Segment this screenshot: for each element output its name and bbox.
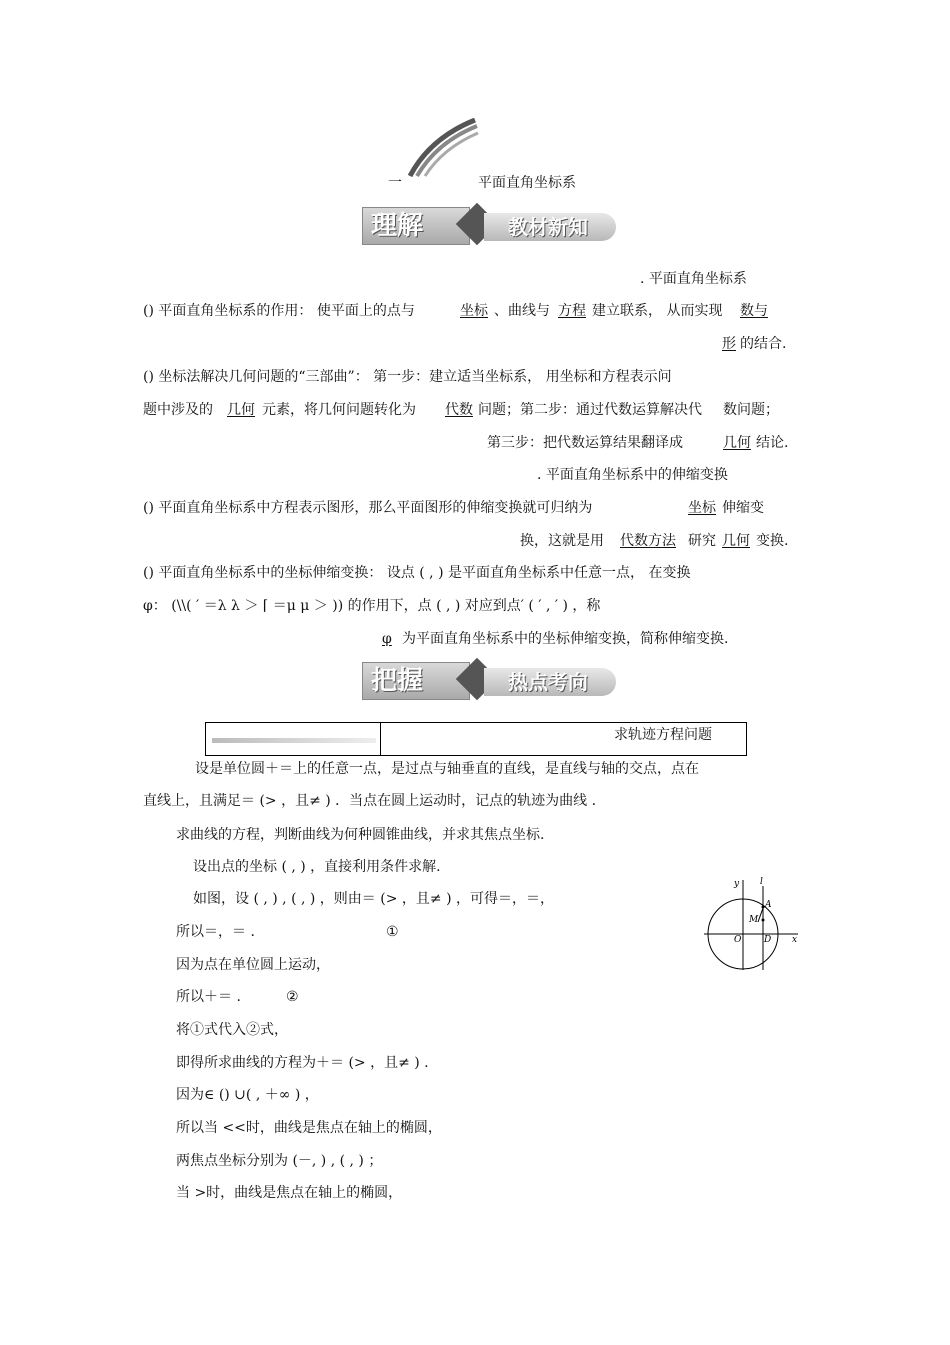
answer-number: 数与 [740,303,768,319]
solution-line: 所以＝，＝ . [176,924,255,940]
answer-algebra: 代数 [445,402,473,418]
equation-marker-1: ① [386,924,399,940]
heading-scaling: . 平面直角坐标系中的伸缩变换 [537,467,728,483]
heading-coordinate-system: . 平面直角坐标系 [640,271,747,287]
unit-circle-figure [700,872,805,972]
para-text: 的结合. [740,336,787,352]
figure-label-y: y [734,879,740,889]
answer-geometry-3: 几何 [722,533,750,549]
banner-understand-big: 理解 [362,207,470,245]
para-text: 第三步：把代数运算结果翻译成 [487,435,683,451]
para-scaling: () 平面直角坐标系中方程表示图形，那么平面图形的伸缩变换就可归纳为 [143,500,593,516]
para-text: 、曲线与 [494,303,550,319]
solution-line: 将①式代入②式， [176,1022,288,1038]
solution-line: 当 >时，曲线是焦点在轴上的椭圆， [176,1185,403,1201]
solution-line: 所以＋＝ . [176,989,241,1005]
para-text: 伸缩变 [722,500,764,516]
solution-line: 因为点在单位圆上运动， [176,957,330,973]
para-text: 元素，将几何问题转化为 [262,402,416,418]
banner-master-big: 把握 [362,662,470,700]
topic-box-title: 求轨迹方程问题 [614,727,712,743]
para-text: 换，这就是用 [520,533,604,549]
solution-line: 即得所求曲线的方程为＋＝ (> ，且≠ ) . [176,1055,429,1071]
topic-box-bar [212,738,376,743]
para-text: 建立联系， 从而实现 [592,303,723,319]
answer-geometry: 几何 [227,402,255,418]
equation-marker-2: ② [286,989,299,1005]
para-text: 为平面直角坐标系中的坐标伸缩变换，简称伸缩变换. [402,631,729,647]
figure-label-a: A [765,900,772,910]
solution-line: 两焦点坐标分别为 (－, ) , ( , ) ； [176,1153,383,1169]
answer-geometry-2: 几何 [723,435,751,451]
problem-line: 设是单位圆＋＝上的任意一点，是过点与轴垂直的直线，是直线与轴的交点，点在 [195,761,699,777]
para-text: 变换. [756,533,789,549]
formula-transform: φ： (\\( ′ ＝λ λ ＞ ⌈ ＝μ μ ＞ )) 的作用下，点 ( , ) 对应到点′ ( ′ , ′ ) ，称 [143,598,601,614]
para-transform: () 平面直角坐标系中的坐标伸缩变换： 设点 ( , ) 是平面直角坐标系中任意一点， 在变换 [143,565,691,581]
answer-shape: 形 [722,336,736,352]
header-swoosh-icon [405,118,480,180]
banner-understand-small: 教材新知 [484,213,616,241]
solution-line: 所以当 <<时，曲线是焦点在轴上的椭圆， [176,1120,442,1136]
answer-phi: φ [382,631,392,647]
hint-line: 设出点的坐标 ( , ) ，直接利用条件求解. [193,859,441,875]
problem-question: 求曲线的方程，判断曲线为何种圆锥曲线，并求其焦点坐标. [176,827,545,843]
problem-line: 直线上，且满足＝ (> ，且≠ ) ．当点在圆上运动时，记点的轨迹为曲线 . [143,793,597,809]
answer-equation: 方程 [558,303,586,319]
para-text: 研究 [688,533,716,549]
solution-line: 因为∈ () ∪( , ＋∞ ) ， [176,1087,319,1103]
figure-label-d: D [764,935,772,945]
figure-label-o: O [734,935,742,945]
para-text: 题中涉及的 [143,402,213,418]
para-role: () 平面直角坐标系的作用： 使平面上的点与 [143,303,415,319]
para-text: 问题；第二步：通过代数运算解决代 [478,402,702,418]
figure-label-m: M [749,915,759,925]
banner-master-small: 热点考向 [484,668,616,696]
figure-label-l: l [760,877,763,887]
figure-label-x: x [792,935,798,945]
topic-box [205,722,747,756]
solution-line: 如图，设 ( , ) , ( , ) ，则由＝ (> ，且≠ ) ，可得＝，＝， [193,891,554,907]
topic-box-left [206,723,381,755]
answer-algebraic-method: 代数方法 [620,533,676,549]
section-title: 平面直角坐标系 [478,175,576,191]
answer-coordinate: 坐标 [460,303,488,319]
para-text: 数问题； [723,402,779,418]
banner-master [362,660,620,700]
para-three-steps: () 坐标法解决几何问题的“三部曲”： 第一步：建立适当坐标系， 用坐标和方程表示问 [143,369,672,385]
banner-understand [362,205,620,245]
para-text: 结论. [756,435,789,451]
answer-coordinate-2: 坐标 [688,500,716,516]
section-number: 一 [388,175,402,191]
